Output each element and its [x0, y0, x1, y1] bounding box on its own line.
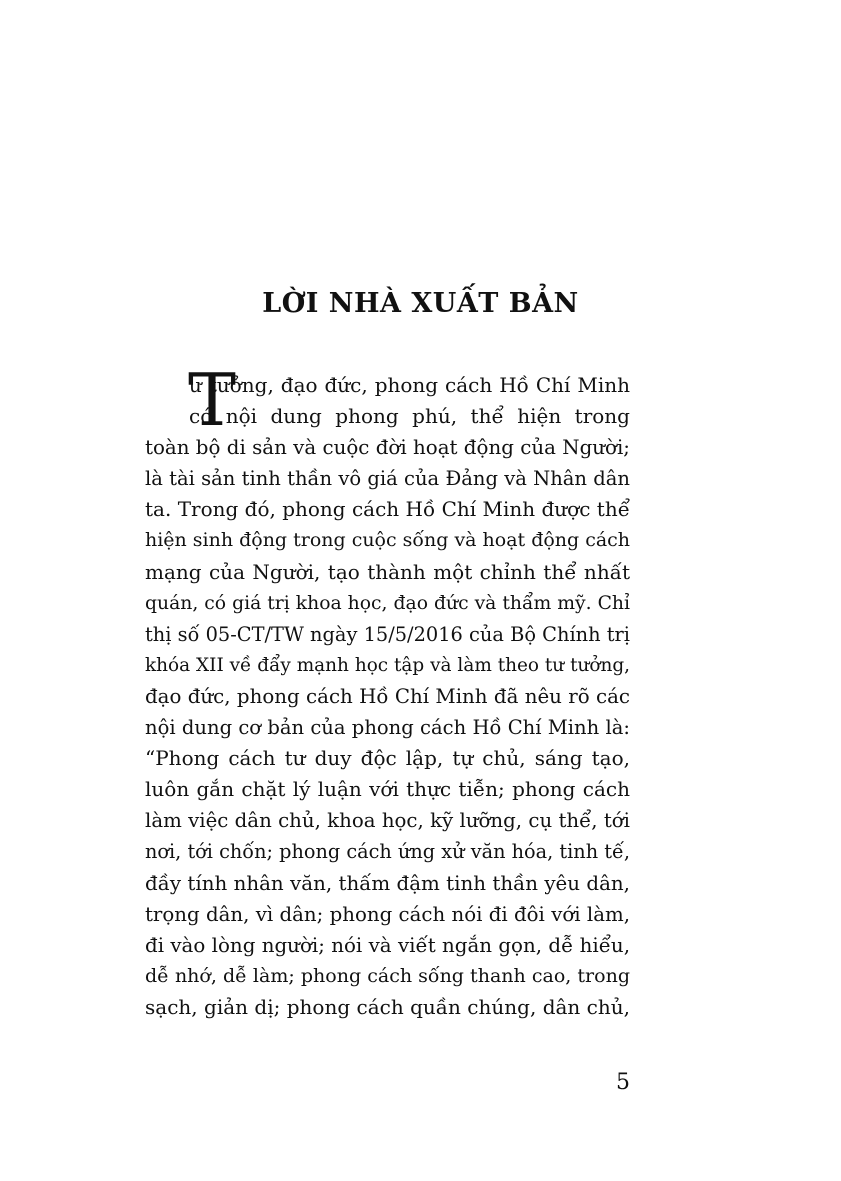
text-line: làm việc dân chủ, khoa học, kỹ lưỡng, cụ thể, tới	[145, 809, 630, 833]
text-line: luôn gắn chặt lý luận với thực tiễn; phong cách	[145, 777, 630, 802]
body-paragraph	[145, 370, 630, 1023]
page-number: 5	[616, 1070, 630, 1095]
text-line: “Phong cách tư duy độc lập, tự chủ, sáng tạo,	[145, 746, 630, 771]
text-line: quán, có giá trị khoa học, đạo đức và thẩm mỹ. Chỉ	[145, 592, 630, 614]
text-line: đi vào lòng người; nói và viết ngắn gọn, dễ hiểu,	[145, 933, 630, 957]
text-line: đạo đức, phong cách Hồ Chí Minh đã nêu rõ các	[145, 684, 630, 708]
text-line: nơi, tới chốn; phong cách ứng xử văn hóa, tinh tế,	[145, 840, 630, 864]
text-line: ư tưởng, đạo đức, phong cách Hồ Chí Minh	[189, 373, 630, 397]
text-line: dễ nhớ, dễ làm; phong cách sống thanh cao, trong	[145, 964, 630, 987]
text-line: nội dung cơ bản của phong cách Hồ Chí Minh là:	[145, 716, 630, 740]
text-line: sạch, giản dị; phong cách quần chúng, dân chủ,	[145, 994, 630, 1019]
page-title: LỜI NHÀ XUẤT BẢN	[262, 288, 579, 319]
text-line: có nội dung phong phú, thể hiện trong	[189, 404, 630, 429]
text-line: mạng của Người, tạo thành một chỉnh thể nhất	[145, 559, 630, 584]
text-line: khóa XII về đẩy mạnh học tập và làm theo tư tưởng,	[145, 654, 630, 676]
text-line: đầy tính nhân văn, thấm đậm tinh thần yêu dân,	[145, 871, 630, 895]
text-line: ta. Trong đó, phong cách Hồ Chí Minh được thể	[145, 497, 630, 522]
text-line: trọng dân, vì dân; phong cách nói đi đôi với làm,	[145, 902, 630, 926]
drop-cap: T	[188, 358, 237, 442]
text-line: thị số 05-CT/TW ngày 15/5/2016 của Bộ Chính trị	[145, 622, 630, 646]
text-line: hiện sinh động trong cuộc sống và hoạt động cách	[145, 529, 630, 552]
text-line: toàn bộ di sản và cuộc đời hoạt động của Người;	[145, 436, 630, 460]
text-line: là tài sản tinh thần vô giá của Đảng và Nhân dân	[145, 467, 630, 491]
